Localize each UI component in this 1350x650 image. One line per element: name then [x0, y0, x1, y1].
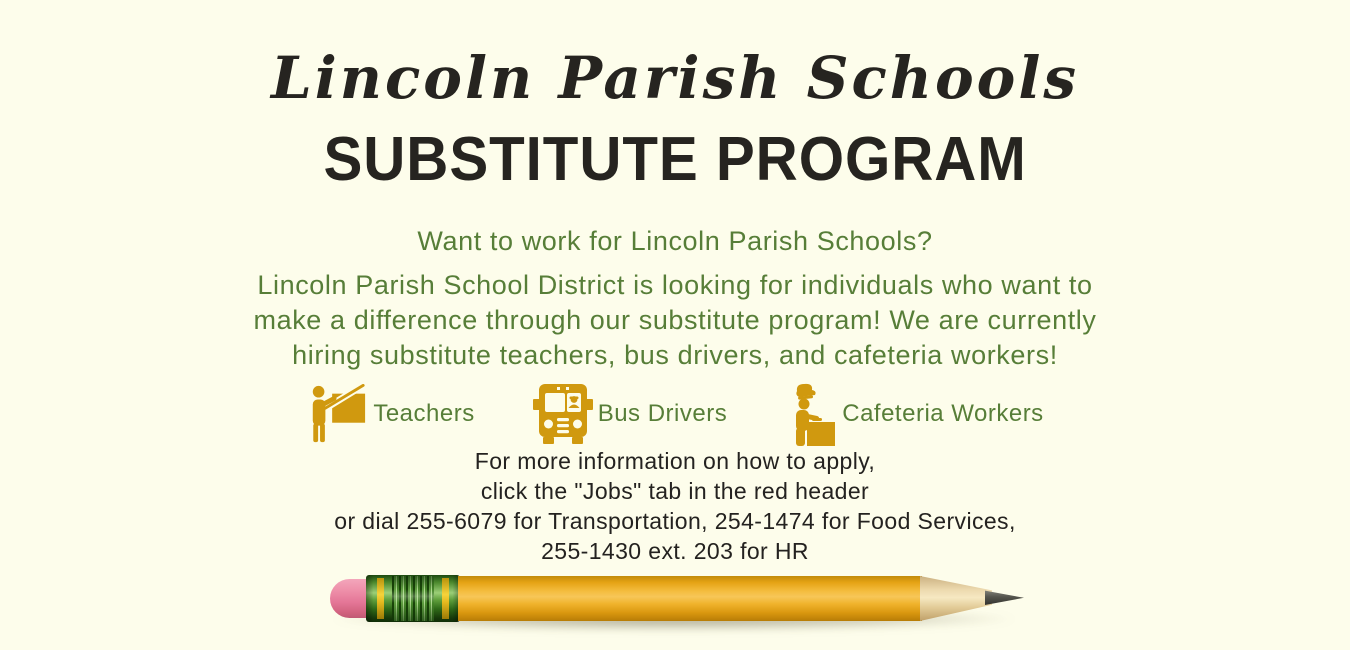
- role-label-cafeteria-workers: Cafeteria Workers: [842, 400, 1044, 427]
- role-teachers: [306, 384, 474, 444]
- role-label-bus-drivers: Bus Drivers: [597, 400, 728, 427]
- intro-paragraph: [0, 268, 1350, 373]
- apply-info-line: click the "Jobs" tab in the red header: [480, 478, 870, 504]
- pencil-graphite-point: [985, 590, 1024, 605]
- intro-line: Lincoln Parish School District is looking for individuals who want to: [257, 270, 1093, 300]
- role-cafeteria-workers: [785, 383, 1043, 446]
- page-title-text: SUBSTITUTE PROGRAM: [323, 125, 1027, 194]
- page-title: [0, 124, 1350, 195]
- cafeteria-worker-icon: [785, 383, 837, 446]
- apply-info: [0, 446, 1350, 566]
- pencil-body: [458, 576, 922, 621]
- pencil-image: [330, 571, 1024, 633]
- role-bus-drivers: [533, 384, 728, 445]
- apply-info-line: 255-1430 ext. 203 for HR: [541, 538, 809, 564]
- intro-line: hiring substitute teachers, bus drivers, and cafeteria workers!: [292, 340, 1058, 370]
- intro-question: Want to work for Lincoln Parish Schools?: [417, 226, 933, 256]
- roles-row: [0, 383, 1350, 445]
- apply-info-line: or dial 255-6079 for Transportation, 254-1474 for Food Services,: [334, 508, 1016, 534]
- intro-line: make a difference through our substitute program! We are currently: [253, 305, 1097, 335]
- script-title: Lincoln Parish Schools: [270, 44, 1080, 112]
- apply-info-line: For more information on how to apply,: [474, 448, 876, 474]
- teacher-icon: [306, 384, 368, 444]
- role-label-teachers: Teachers: [373, 400, 475, 427]
- bus-icon: [533, 384, 593, 445]
- pencil-ferrule: [366, 575, 460, 622]
